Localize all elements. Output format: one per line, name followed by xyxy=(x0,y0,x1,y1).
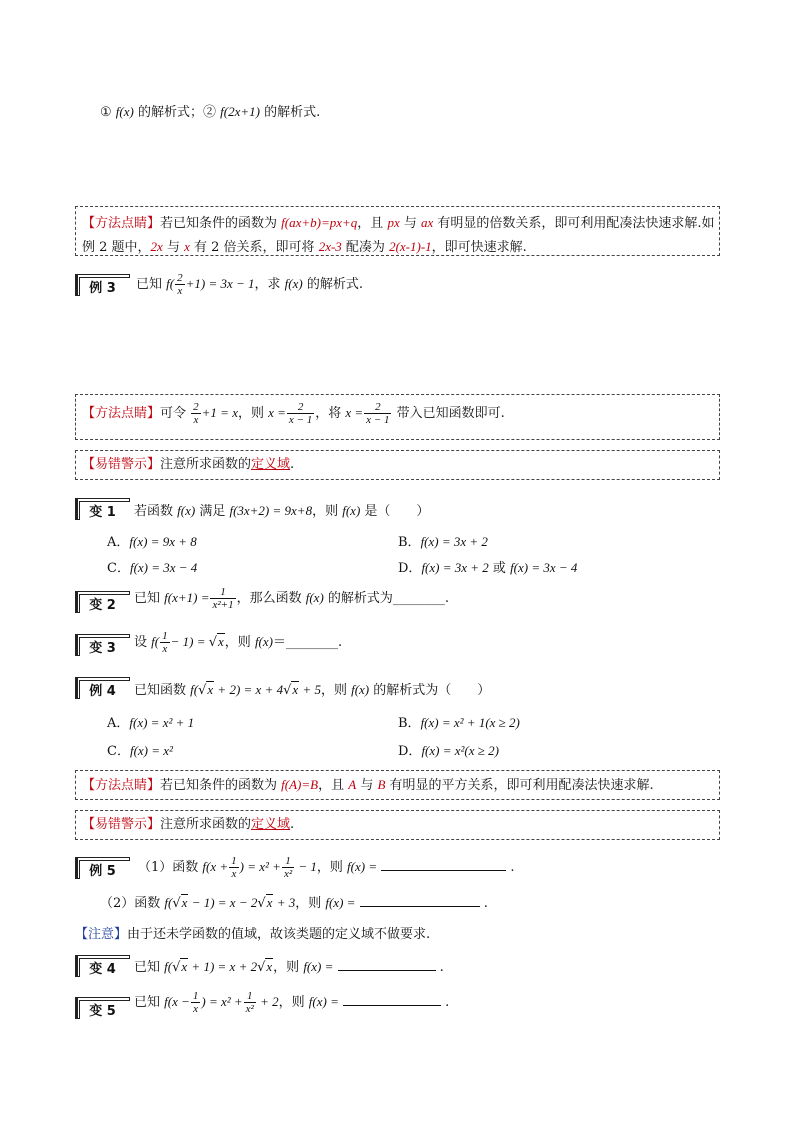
warning-box-1: 【易错警示】注意所求函数的定义域. xyxy=(75,450,720,480)
example-3-text: 已知 f( $\frac{2}{x}$ +1) = 3x − 1，求 f(x) 的解析式. xyxy=(136,272,363,297)
example-5-label: 例 5 xyxy=(75,857,130,879)
variant-1-option-c[interactable]: C．f(x) = 3x − 4 xyxy=(107,560,198,576)
example-5-answer-1[interactable] xyxy=(381,870,506,871)
method-box-1: 【方法点睛】若已知条件的函数为 f(ax+b)=px+q，且 px 与 ax 有明显的倍数关系，即可利用配凑法快速求解.如例 2 题中，2x 与 x 有 2 倍关系，即可将 2x-3 配凑为 2(x-1)-1，即可快速求解. xyxy=(75,206,720,256)
example-4-option-d[interactable]: D．f(x) = x²(x ≥ 2) xyxy=(398,743,499,759)
example-4-label: 例 4 xyxy=(75,677,130,699)
variant-5-answer[interactable] xyxy=(343,1005,441,1006)
variant-1-option-b[interactable]: B．f(x) = 3x + 2 xyxy=(398,534,488,550)
example-5-part-1: （1）函数 f(x + $\frac{1}{x}$ ) = x² + $\frac{1}{\text{x²}}$ − 1，则 f(x) = . xyxy=(138,855,515,880)
variant-4-text: 已知 f(√x + 1) = x + 2√x，则 f(x) = . xyxy=(134,959,444,975)
variant-1-option-a[interactable]: A．f(x) = 9x + 8 xyxy=(107,534,197,550)
variant-3-label: 变 3 xyxy=(75,634,130,656)
note: 【注意】由于还未学函数的值域，故该类题的定义域不做要求. xyxy=(75,927,431,942)
variant-1-option-d[interactable]: D．f(x) = 3x + 2 或 f(x) = 3x − 4 xyxy=(398,560,578,576)
method-box-3: 【方法点睛】若已知条件的函数为 f(A)=B，且 A 与 B 有明显的平方关系，即可利用配凑法快速求解. xyxy=(75,770,720,800)
variant-3-text: 设 f( $\frac{1}{x}$ − 1) = √x，则 f(x)＝________. xyxy=(134,630,343,655)
example-4-option-a[interactable]: A．f(x) = x² + 1 xyxy=(107,715,195,731)
warning-box-2: 【易错警示】注意所求函数的定义域. xyxy=(75,810,720,840)
variant-5-text: 已知 f(x − $\frac{1}{x}$ ) = x² + $\frac{1}{\text{x²}}$ + 2，则 f(x) = . xyxy=(134,990,450,1015)
example-4-text: 已知函数 f(√x + 2) = x + 4√x + 5，则 f(x) 的解析式为（ ） xyxy=(134,682,491,698)
variant-4-label: 变 4 xyxy=(75,955,130,977)
variant-2-label: 变 2 xyxy=(75,591,130,613)
variant-1-text: 若函数 f(x) 满足 f(3x+2) = 9x+8，则 f(x) 是（ ） xyxy=(134,503,430,519)
example-3-label: 例 3 xyxy=(75,274,130,296)
example-4-option-c[interactable]: C．f(x) = x² xyxy=(107,743,173,759)
variant-2-text: 已知 f(x+1) = $\frac{1}{\text{x²+1}}$ ，那么函数 f(x) 的解析式为________. xyxy=(134,586,450,611)
example-5-answer-2[interactable] xyxy=(360,906,480,907)
variant-4-answer[interactable] xyxy=(338,970,436,971)
top-line: ① f(x) 的解析式；② f(2x+1) 的解析式. xyxy=(100,104,321,120)
example-5-part-2: （2）函数 f(√x − 1) = x − 2√x + 3，则 f(x) = . xyxy=(100,895,488,911)
variant-5-label: 变 5 xyxy=(75,997,130,1019)
variant-1-label: 变 1 xyxy=(75,498,130,520)
example-4-option-b[interactable]: B．f(x) = x² + 1(x ≥ 2) xyxy=(398,715,520,731)
method-box-2: 【方法点睛】可令 $\frac{2}{x}$ +1 = x，则 x = $\frac{2}{x - 1}$ ，将 x = $\frac{2}{x - 1}$ 带入已知函数即可. xyxy=(75,394,720,440)
